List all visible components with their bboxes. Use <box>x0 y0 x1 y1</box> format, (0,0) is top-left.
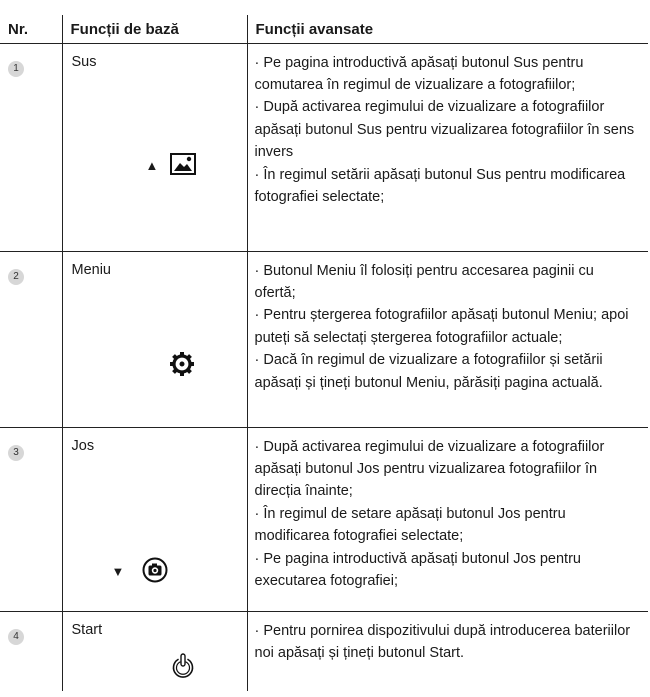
camera-icon <box>142 557 168 587</box>
gear-icon <box>170 352 194 380</box>
basic-function-label: Start <box>71 621 103 638</box>
table-row <box>0 427 648 611</box>
table-header-row <box>0 15 648 43</box>
up-triangle-icon: ▲ <box>145 158 159 173</box>
basic-function-label: Meniu <box>71 261 111 278</box>
basic-function-label: Sus <box>71 53 97 70</box>
advanced-function-item: · Dacă în regimul de vizualizare a fotografiilor și setării apăsați și țineți butonul Meniu, părăsiți pagina actuală. <box>254 352 603 391</box>
row-number-badge: 1 <box>8 61 24 77</box>
row-number-badge: 3 <box>8 445 24 461</box>
table-row <box>0 251 648 427</box>
header-advanced-functions: Funcții avansate <box>247 15 648 43</box>
advanced-function-item: · În regimul de setare apăsați butonul Jos pentru modificarea fotografiei selectate; <box>254 505 566 545</box>
table-row <box>0 611 648 691</box>
advanced-function-item: · După activarea regimului de vizualizare a fotografiilor apăsați butonul Sus pentru vizualizarea fotografiilor în sens invers <box>254 99 635 161</box>
power-icon <box>171 653 195 683</box>
functions-table <box>0 15 648 691</box>
down-triangle-icon: ▼ <box>111 564 125 579</box>
basic-function-label: Jos <box>71 437 95 454</box>
advanced-function-item: · Pe pagina introductivă apăsați butonul Sus pentru comutarea în regimul de vizualizare a fotografiilor; <box>254 54 584 93</box>
advanced-function-item: · În regimul setării apăsați butonul Sus pentru modificarea fotografiei selectate; <box>254 166 626 205</box>
advanced-function-item: · Pe pagina introductivă apăsați butonul Jos pentru executarea fotografiei; <box>254 550 581 589</box>
advanced-function-item: · Butonul Meniu îl folosiți pentru accesarea paginii cu ofertă; <box>254 262 594 301</box>
header-basic-functions: Funcții de bază <box>62 15 247 43</box>
advanced-function-item: · După activarea regimului de vizualizare a fotografiilor apăsați butonul Jos pentru vizualizarea fotografiilor în direcția înainte; <box>254 438 605 500</box>
advanced-function-item: · Pentru pornirea dispozitivului după introducerea bateriilor noi apăsați și țineți butonul Start. <box>254 622 631 661</box>
row-number-badge: 2 <box>8 269 24 285</box>
table-row <box>0 43 648 251</box>
image-icon <box>170 153 196 179</box>
row-number-badge: 4 <box>8 629 24 645</box>
advanced-function-item: · Pentru ștergerea fotografiilor apăsați butonul Meniu; apoi puteți să selectați ștergerea fotografiilor actuale; <box>254 307 629 346</box>
header-nr: Nr. <box>0 15 62 43</box>
